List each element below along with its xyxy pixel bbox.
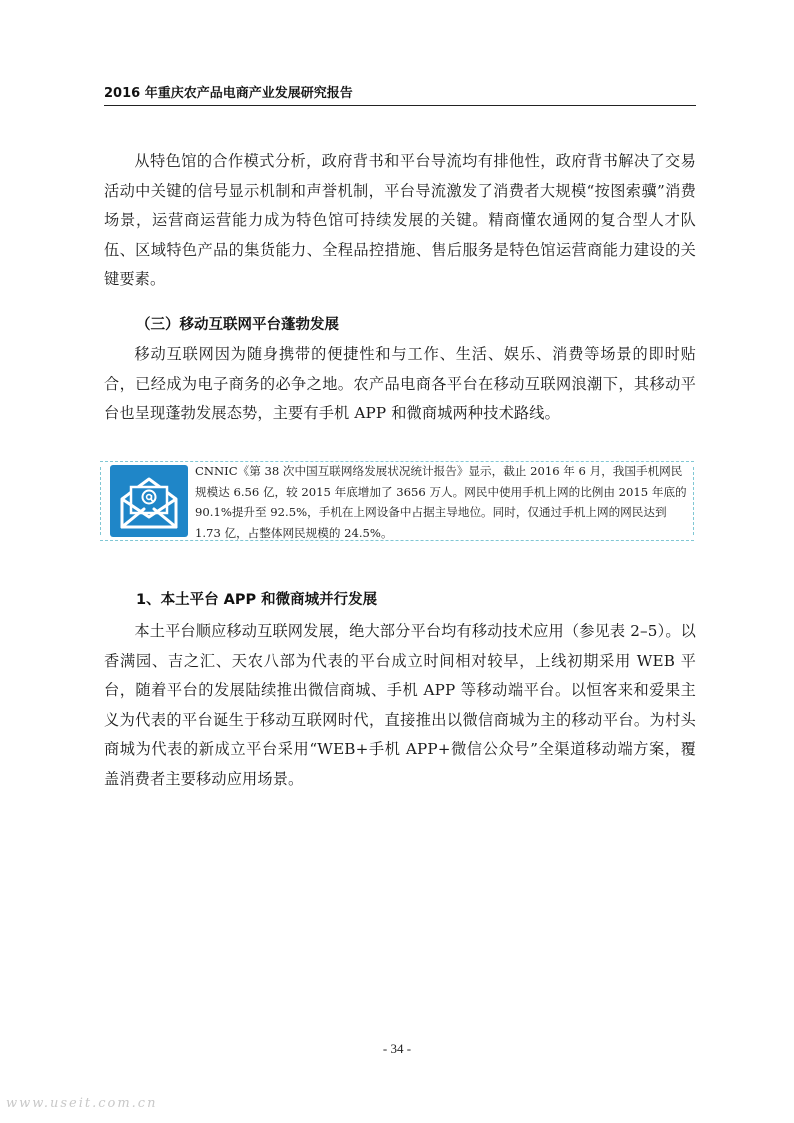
section-heading-mobile-internet: （三）移动互联网平台蓬勃发展 [136, 317, 339, 333]
callout-left-border [100, 467, 101, 535]
callout-text: CNNIC《第 38 次中国互联网络发展状况统计报告》显示，截止 2016 年 6 月，我国手机网民规模达 6.56 亿，较 2015 年底增加了 3656 万人。网民中使用手机上网的比例由 2015 年底的 90.1%提升至 92.5%，手机在上网设备中占据主导地位。同时，仅通过手机上网的网民达到 1.73 亿，占整体网民规模的 24.5%。 [195, 464, 687, 540]
running-header: 2016 年重庆农产品电商产业发展研究报告 [104, 86, 353, 101]
subsection-heading-app-wechat: 1、本土平台 APP 和微商城并行发展 [136, 592, 378, 608]
page-number: - 34 - [382, 1041, 412, 1056]
paragraph-3: 本土平台顺应移动互联网发展，绝大部分平台均有移动技术应用（参见表 2–5）。以香满园、吉之汇、天农八部为代表的平台成立时间相对较早，上线初期采用 WEB 平台，随着平台的发展陆续推出微信商城、手机 APP 等移动端平台。以恒客来和爱果主义为代表的平台诞生于移动互联网时代，直接推出以微信商城为主的移动平台。为村头商城为代表的新成立平台采用“WEB+手机 APP+微信公众号”全渠道移动端方案，覆盖消费者主要移动应用场景。 [104, 622, 696, 788]
header-rule [104, 105, 696, 106]
callout-right-border [693, 467, 694, 535]
watermark: www.useit.com.cn [6, 1096, 158, 1111]
email-at-icon [110, 465, 188, 537]
paragraph-1: 从特色馆的合作模式分析，政府背书和平台导流均有排他性，政府背书解决了交易活动中关键的信号显示机制和声誉机制，平台导流激发了消费者大规模“按图索骥”消费场景，运营商运营能力成为特色馆可持续发展的关键。精商懂农通网的复合型人才队伍、区域特色产品的集货能力、全程品控措施、售后服务是特色馆运营商能力建设的关键要素。 [104, 152, 696, 288]
paragraph-2: 移动互联网因为随身携带的便捷性和与工作、生活、娱乐、消费等场景的即时贴合，已经成为电子商务的必争之地。农产品电商各平台在移动互联网浪潮下，其移动平台也呈现蓬勃发展态势，主要有手机 APP 和微商城两种技术路线。 [104, 345, 696, 422]
cnnic-callout-box [100, 461, 694, 541]
